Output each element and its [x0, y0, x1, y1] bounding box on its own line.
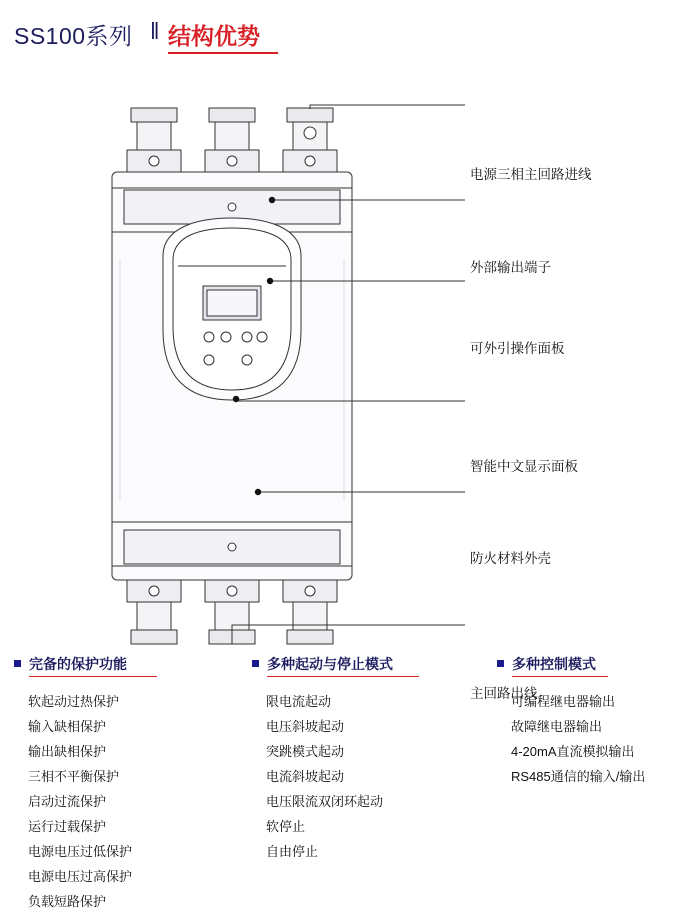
square-bullet-icon	[252, 660, 259, 667]
callout-label-external-output-terminal: 外部输出端子	[470, 260, 551, 275]
feature-list	[497, 689, 697, 789]
square-bullet-icon	[497, 660, 504, 667]
callout-label-main-circuit-output: 主回路出线	[470, 686, 538, 701]
square-bullet-icon	[14, 660, 21, 667]
feature-column-header	[497, 655, 697, 681]
list-item: 可编程继电器输出	[511, 694, 616, 709]
feature-title-underline	[512, 676, 608, 677]
soft-starter-illustration	[0, 60, 700, 650]
list-item: 软停止	[266, 819, 306, 834]
page-title: SS100系列	[14, 23, 133, 49]
feature-list	[14, 689, 244, 914]
feature-column-protection	[14, 655, 244, 909]
title-separator: ‖	[150, 18, 160, 44]
callout-label-power-input: 电源三相主回路进线	[470, 167, 592, 182]
feature-columns	[0, 655, 700, 913]
feature-column-header	[252, 655, 482, 681]
page-subtitle: 结构优势	[168, 23, 260, 49]
list-item: 运行过载保护	[28, 819, 107, 834]
list-item: RS485通信的输入/输出	[511, 769, 646, 784]
feature-title-underline	[267, 676, 419, 677]
list-item: 电压限流双闭环起动	[266, 794, 384, 809]
page-header	[0, 8, 700, 52]
feature-list	[252, 689, 482, 864]
feature-column-start-stop-modes	[252, 655, 482, 859]
feature-column-title: 完备的保护功能	[29, 656, 127, 672]
list-item: 电源电压过低保护	[28, 844, 133, 859]
feature-column-header	[14, 655, 244, 681]
list-item: 三相不平衡保护	[28, 769, 120, 784]
callout-label-fireproof-housing: 防火材料外壳	[470, 551, 551, 566]
feature-title-underline	[29, 676, 157, 677]
list-item: 故障继电器输出	[511, 719, 603, 734]
list-item: 启动过流保护	[28, 794, 107, 809]
list-item: 突跳模式起动	[266, 744, 345, 759]
list-item: 电源电压过高保护	[28, 869, 133, 884]
list-item: 负载短路保护	[28, 894, 107, 909]
list-item: 4-20mA直流模拟输出	[511, 744, 635, 759]
feature-column-title: 多种控制模式	[512, 656, 596, 672]
list-item: 输入缺相保护	[28, 719, 107, 734]
feature-column-title: 多种起动与停止模式	[267, 656, 393, 672]
header-underline	[168, 52, 278, 54]
list-item: 自由停止	[266, 844, 319, 859]
list-item: 电流斜坡起动	[266, 769, 345, 784]
list-item: 输出缺相保护	[28, 744, 107, 759]
callout-label-detachable-operation-panel: 可外引操作面板	[470, 341, 565, 356]
list-item: 限电流起动	[266, 694, 332, 709]
feature-column-control-modes	[497, 655, 697, 784]
callout-label-chinese-display-panel: 智能中文显示面板	[470, 459, 578, 474]
list-item: 软起动过热保护	[28, 694, 120, 709]
list-item: 电压斜坡起动	[266, 719, 345, 734]
